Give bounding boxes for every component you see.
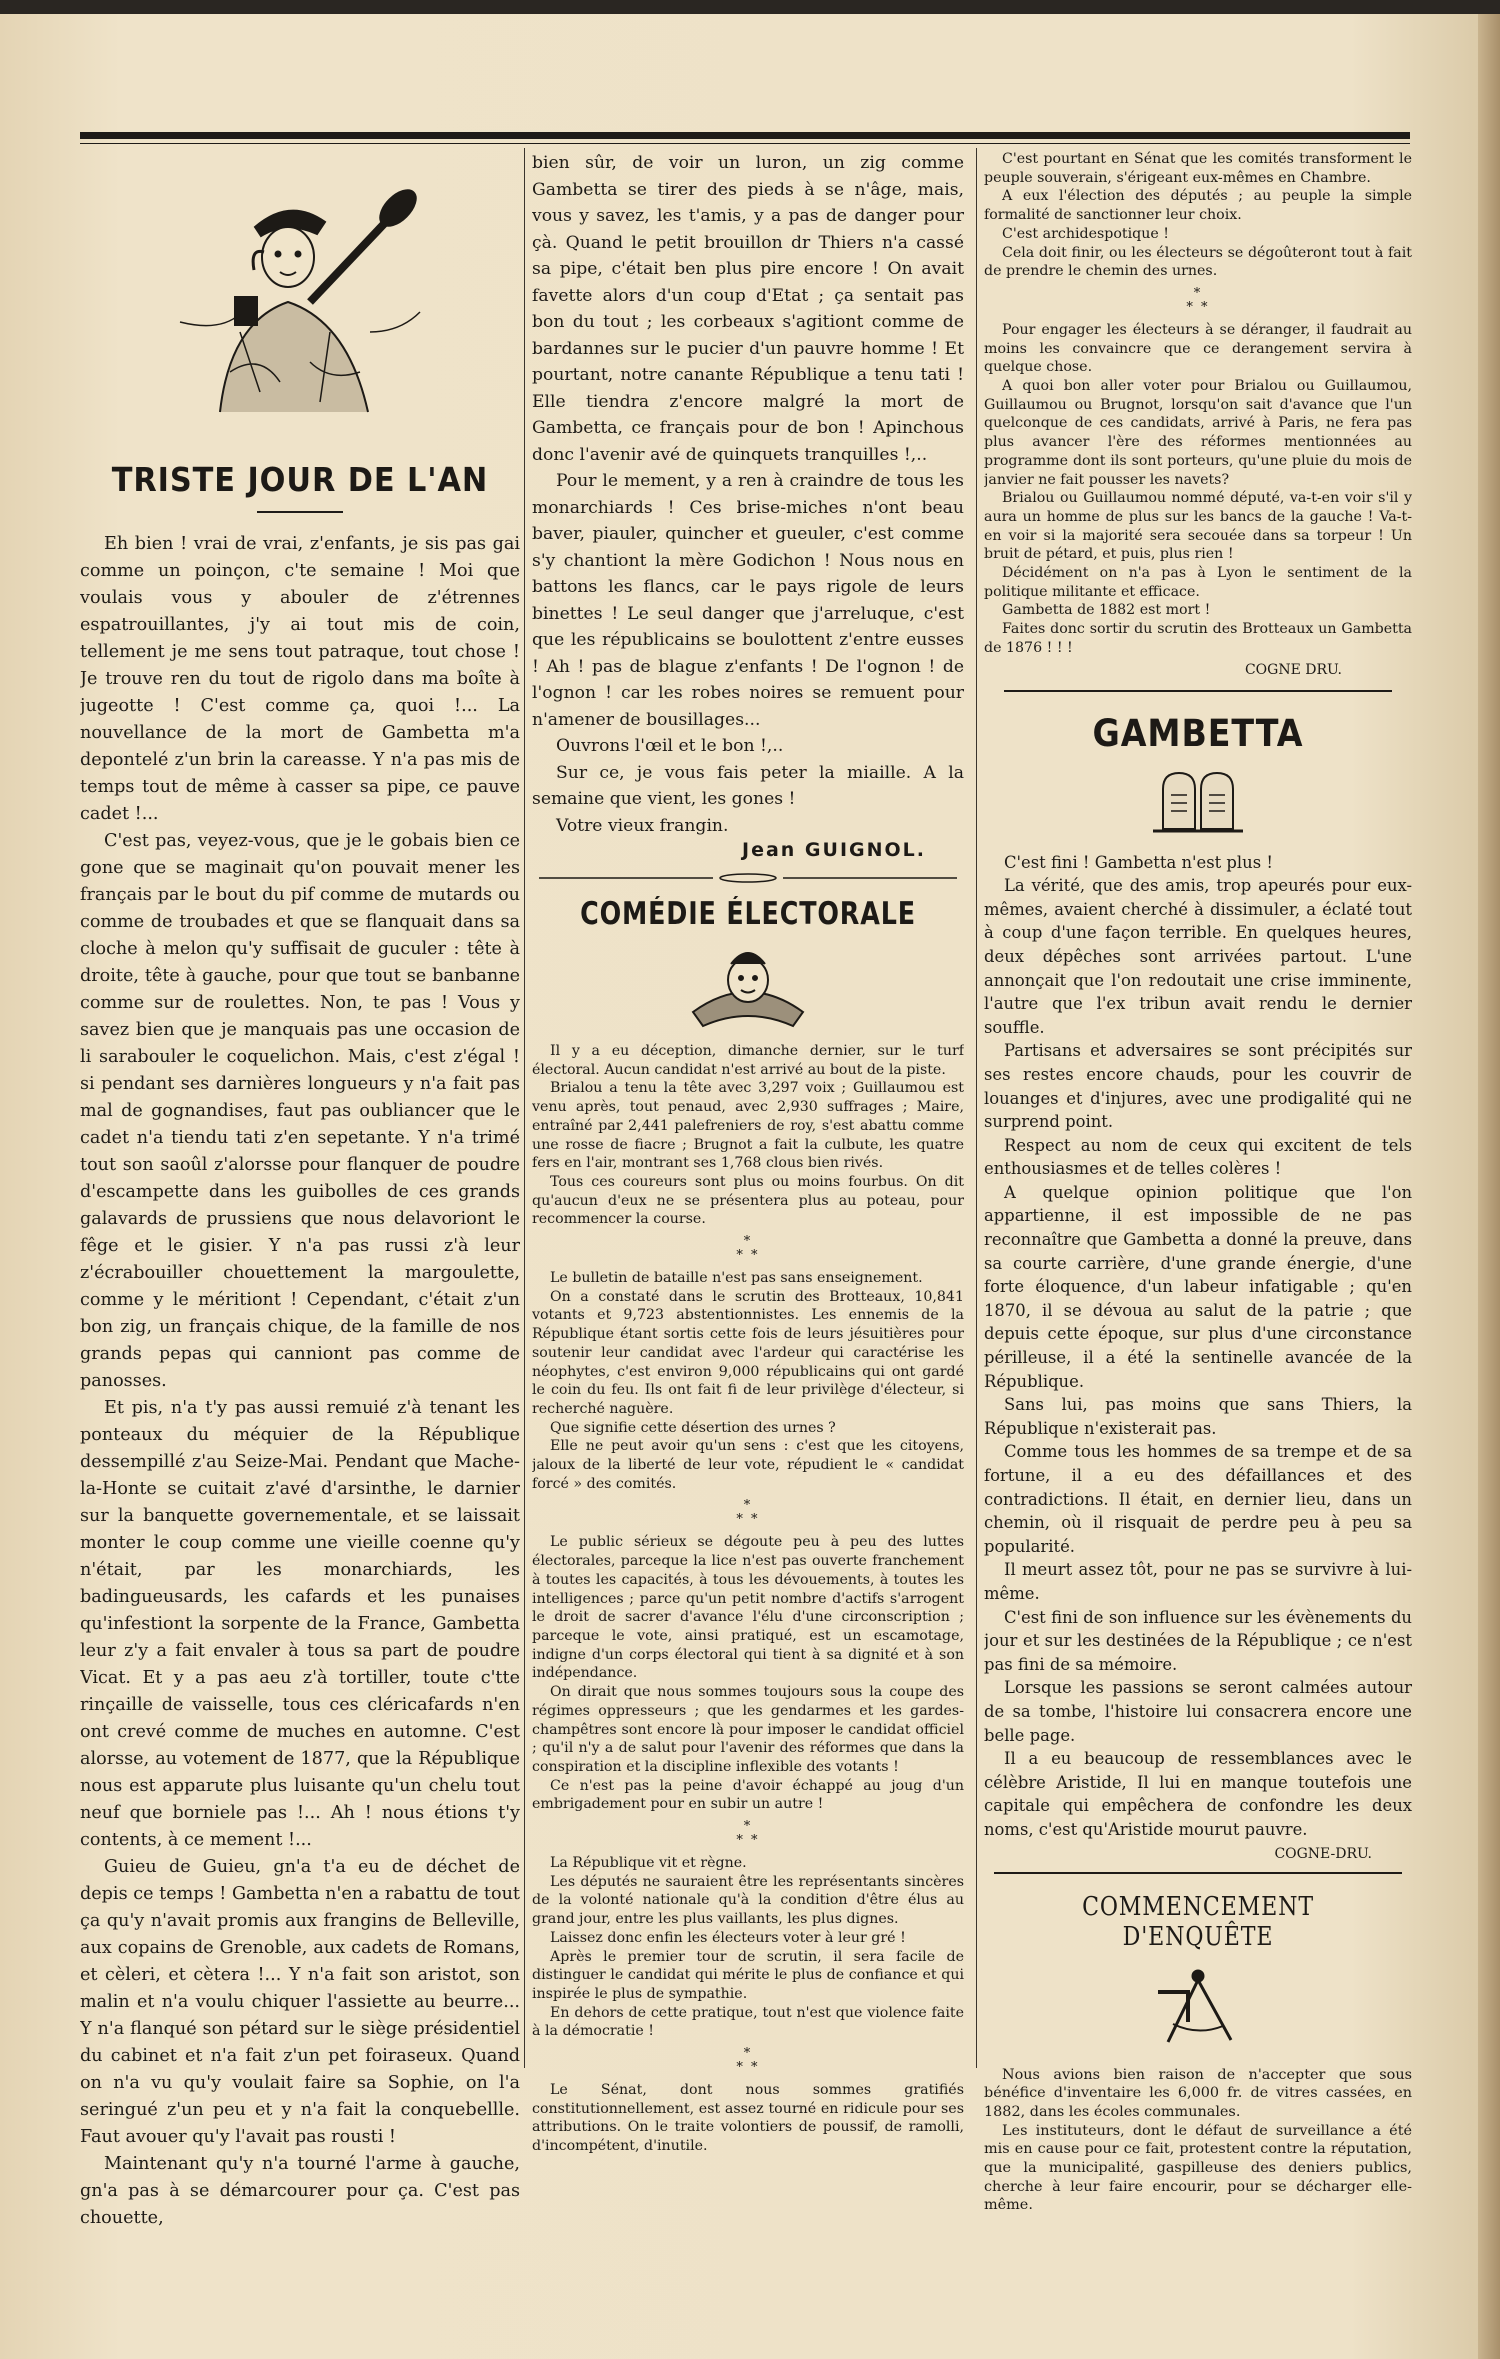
paragraph: Cela doit finir, ou les électeurs se dégoûteront tout à fait de prendre le chemin des urnes. bbox=[984, 244, 1412, 280]
column-3 bbox=[984, 150, 1412, 2290]
guignol-illustration bbox=[80, 172, 520, 442]
signature-cogne-dru-1: COGNE DRU. bbox=[1244, 661, 1342, 678]
paragraph: Décidément on n'a pas à Lyon le sentiment de la politique militante et efficace. bbox=[984, 565, 1412, 600]
signature-cogne-dru-2: COGNE-DRU. bbox=[1274, 1845, 1372, 1862]
paragraph: Le public sérieux se dégoute peu à peu des luttes électorales, parceque la lice n'est pas ouverte franchement à toutes les capacités, à tous les dévouements, à toutes les intelligences ; parce qu'un petit nombre d'actifs s'arrogent le droit de sacrer d'avance l'élu d'une circonscription ; parceque le vote, ainsi pratiqué, est un escamotage, indigne d'un corps électoral qui tient à sa dignité et à son indépendance. bbox=[532, 1534, 964, 1682]
top-thin-rule bbox=[80, 143, 1410, 144]
compass-illustration bbox=[984, 1962, 1412, 2052]
paragraph: C'est archidespotique ! bbox=[1002, 225, 1169, 242]
paragraph: Partisans et adversaires se sont précipités sur ses restes encore chauds, pour les couvrir de louanges et d'injures, avec une prodigalité qui ne surprend point. bbox=[984, 1041, 1412, 1132]
column-1 bbox=[80, 150, 520, 2290]
paragraph: A quelque opinion politique que l'on appartienne, il est impossible de ne pas reconnaître que Gambetta a donné la preuve, dans sa courte carrière, d'une grande énergie, d'une forte éloquence, d'un labeur infatigable ; qu'en 1870, il se dévoua au salut de la patrie ; que depuis cette époque, sur plus d'une circonstance périlleuse, il a été la sentinelle avancée de la République. bbox=[984, 1182, 1412, 1391]
paragraph: Les députés ne sauraient être les représentants sincères de la volonté nationale qu'à la condition d'être élus au grand jour, entre les plus vaillants, les plus dignes. bbox=[532, 1873, 964, 1928]
star-separator: * * * bbox=[1186, 285, 1210, 315]
paragraph: Le Sénat, dont nous sommes gratifiés constitutionnellement, est assez tourné en ridicule pour ses attributions. On le traite volontiers de poussif, de ramolli, d'incompétent, d'inutile. bbox=[532, 2082, 964, 2155]
paragraph: Lorsque les passions se seront calmées autour de sa tombe, l'histoire lui consacrera encore une belle page. bbox=[984, 1678, 1412, 1745]
paragraph: Le bulletin de bataille n'est pas sans enseignement. bbox=[550, 1270, 923, 1287]
column-2 bbox=[532, 150, 964, 2290]
paragraph: Nous avions bien raison de n'accepter que sous bénéfice d'inventaire les 6,000 fr. de vitres cassées, en 1882, dans les écoles communales. bbox=[984, 2066, 1412, 2120]
star-separator: * * * bbox=[736, 2046, 760, 2076]
scan-top-border bbox=[0, 0, 1500, 14]
paragraph: Brialou ou Guillaumou nommé député, va-t-en voir s'il y aura un homme de plus sur les bancs de la gauche ! Va-t-en voir si la majorité sera secouée dans sa torpeur ! Un bruit de pétard, et puis, plus rien ! bbox=[984, 490, 1412, 563]
law-tablets-icon bbox=[1143, 767, 1253, 837]
paragraph: Sur ce, je vous fais peter la miaille. A la semaine que vient, les gones ! bbox=[532, 762, 964, 809]
paragraph: Votre vieux frangin. bbox=[556, 815, 729, 836]
article-body-triste-continued bbox=[532, 150, 964, 839]
ornament-rule-icon bbox=[533, 872, 963, 884]
star-separator: * * * bbox=[736, 1498, 760, 1528]
scan-right-edge bbox=[1478, 14, 1500, 2359]
paragraph: Ouvrons l'œil et le bon !,.. bbox=[556, 736, 784, 756]
paragraph: On a constaté dans le scrutin des Brotteaux, 10,841 votants et 9,723 abstentionnistes. Les ennemis de la République étant sortis cette fois de leurs jésuitières pour soutenir leur candidat avec l'ardeur qui caractérise les néophytes, c'est environ 9,000 républicains qui ont gardé le coin du feu. Ils ont fait fi de leur privilège d'électeur, si recherché naguère. bbox=[532, 1288, 964, 1417]
paragraph: Tous ces coureurs sont plus ou moins fourbus. On dit qu'aucun d'eux ne se présentera plus au poteau, pour recommencer la course. bbox=[532, 1173, 964, 1228]
paragraph: La vérité, que des amis, trop apeurés pour eux-mêmes, avaient cherché à dissimuler, a éclaté tout à coup d'une façon terrible. En quelques heures, deux dépêches sont arrivées partout. L'une annonçait que l'on redoutait une crise imminente, l'autre que l'ex tribun avait rendu le dernier souffle. bbox=[984, 876, 1412, 1037]
article-body-gambetta bbox=[984, 851, 1412, 1842]
paragraph: Les instituteurs, dont le défaut de surveillance a été mis en cause pour ce fait, protestent contre la réputation, que la municipalité, gaspilleuse des deniers publics, cherche à leur faire encourir, pour se décharger elle-même. bbox=[984, 2122, 1412, 2214]
paragraph: Faites donc sortir du scrutin des Brotteaux un Gambetta de 1876 ! ! ! bbox=[984, 621, 1412, 656]
paragraph: Après le premier tour de scrutin, il sera facile de distinguer le candidat qui mérite le plus de confiance et qui inspirée le plus de sympathie. bbox=[532, 1948, 964, 2002]
article-body-comedie-continued bbox=[984, 150, 1412, 658]
paragraph: A quoi bon aller voter pour Brialou ou Guillaumou, Guillaumou ou Brugnot, lorsqu'on sait d'avance que l'un quelconque de ces candidats, arrivé à Paris, ne fera pas plus avancer l'ère des réformes mentionnées au programme dont ils sont porteurs, qu'une pluie du mois de janvier ne fait pousser les navets? bbox=[984, 378, 1412, 488]
article-body-enquete bbox=[984, 2066, 1412, 2216]
star-separator: * * * bbox=[736, 1234, 760, 1264]
paragraph: Il y a eu déception, dimanche dernier, sur le turf électoral. Aucun candidat n'est arrivé au bout de la piste. bbox=[532, 1043, 964, 1078]
article-title-comedie: COMÉDIE ÉLECTORALE bbox=[580, 896, 916, 932]
paragraph: La République vit et règne. bbox=[550, 1855, 747, 1872]
paragraph: Eh bien ! vrai de vrai, z'enfants, je sis pas gai comme un poinçon, c'te semaine ! Moi que voulais vous y abouler de z'étrennes espatrouillantes, j'y ai tout mis de coin, tellement je me sens tout patraque, tout chose ! Je trouve ren du tout de rigolo dans ma boîte à jugeotte ! C'est comme ça, quoi !... La nouvellance de la mort de Gambetta m'a depontelé z'un brin la careasse. Y n'a pas mis de temps tout de même à casser sa pipe, ce pauve cadet !... bbox=[80, 534, 520, 824]
article-title-triste: TRISTE JOUR DE L'AN bbox=[111, 460, 489, 499]
paragraph: Que signifie cette désertion des urnes ? bbox=[550, 1419, 836, 1436]
column-rule-2 bbox=[976, 148, 977, 2068]
top-thick-rule bbox=[80, 132, 1410, 139]
paragraph: Maintenant qu'y n'a tourné l'arme à gauche, gn'a pas à se démarcourer pour ça. C'est pas chouette, bbox=[80, 2154, 520, 2228]
column-rule-1 bbox=[524, 148, 525, 2068]
paragraph: bien sûr, de voir un luron, un zig comme Gambetta se tirer des pieds à se n'âge, mais, vous y savez, les t'amis, y a pas de danger pour çà. Quand le petit brouillon dr Thiers n'a cassé sa pipe, c'était ben plus pire encore ! On avait favette alors d'un coup d'Etat ; ça sentait pas bon du tout ; les corbeaux s'agitiont comme de bardannes sur le pucier d'un pauvre homme ! Et pourtant, notre canante République a tenu tati ! Elle tiendra z'encore malgré la mort de Gambetta, ce français pour de bon ! Apinchous donc l'avenir avé de quinquets tranquilles !,.. bbox=[532, 153, 964, 465]
tablets-illustration bbox=[984, 767, 1412, 837]
compass-square-icon bbox=[1143, 1962, 1253, 2052]
signature-guignol: Jean GUIGNOL. bbox=[742, 839, 926, 861]
clown-illustration bbox=[532, 942, 964, 1032]
paragraph: C'est fini de son influence sur les évènements du jour et sur les destinées de la République ; ce n'est pas fini de sa mémoire. bbox=[984, 1607, 1412, 1674]
paragraph: On dirait que nous sommes toujours sous la coupe des régimes oppresseurs ; que les gendarmes et les gardes-champêtres sont encore là pour imposer le candidat officiel ; qu'il n'y a de salut pour l'avenir des réformes que dans la conspiration et la discipline inflexible des votants ! bbox=[532, 1684, 964, 1775]
title-underline bbox=[257, 511, 343, 513]
paragraph: Laissez donc enfin les électeurs voter à leur gré ! bbox=[550, 1929, 906, 1946]
paragraph: Gambetta de 1882 est mort ! bbox=[1002, 602, 1211, 619]
article-title-enquete: COMMENCEMENT D'ENQUÊTE bbox=[1082, 1891, 1314, 1952]
guignol-figure-icon bbox=[160, 172, 440, 442]
paragraph: Brialou a tenu la tête avec 3,297 voix ; Guillaumou est venu après, tout penaud, avec 2,930 suffrages ; Maire, entraîné par 2,441 palefreniers de roy, s'est abattu comme une rosse de fiacre ; Brugnot a fait la culbute, les quatre fers en l'air, montrant ses 1,768 clous bien rivés. bbox=[532, 1080, 964, 1172]
separator-ornament bbox=[532, 869, 964, 888]
paragraph: Il meurt assez tôt, pour ne pas se survivre à lui-même. bbox=[984, 1560, 1412, 1603]
paragraph: Sans lui, pas moins que sans Thiers, la République n'existerait pas. bbox=[984, 1395, 1412, 1438]
paragraph: C'est fini ! Gambetta n'est plus ! bbox=[1004, 852, 1273, 872]
paragraph: C'est pourtant en Sénat que les comités transforment le peuple souverain, s'érigeant eux-mêmes en Chambre. bbox=[984, 151, 1412, 186]
paragraph: Ce n'est pas la peine d'avoir échappé au joug d'un embrigadement pour en subir un autre ! bbox=[532, 1777, 964, 1813]
star-separator: * * * bbox=[736, 1819, 760, 1849]
paragraph: Comme tous les hommes de sa trempe et de sa fortune, il a eu des défaillances et des contradictions. Il était, en dernier lieu, dans un chemin, où il risquait de perdre peu à peu sa popularité. bbox=[984, 1442, 1412, 1556]
paragraph: Elle ne peut avoir qu'un sens : c'est que les citoyens, jaloux de la liberté de leur vote, répudient le « candidat forcé » des comités. bbox=[532, 1438, 964, 1492]
article-body-triste bbox=[80, 531, 520, 2232]
paragraph: C'est pas, veyez-vous, que je le gobais bien ce gone que se maginait qu'on pouvait mener les français par le bout du pif comme de mutards ou comme de troubades et que se flanquait dans sa cloche à melon qu'y suffisait de guculer : tête à droite, tête à gauche, pour que tout se banbanne comme sur de roulettes. Non, te pas ! Vous y savez bien que je manquais pas une occasion de li sarabouler le coquelichon. Mais, c'est z'égal ! si pendant ses darnières longueurs y n'a fait pas mal de gognandises, faut pas oubliancer que le cadet n'a tiendu tati z'en sepetante. Y n'a trimé tout son saoûl z'alorsse pour flanquer de poudre d'escampette dans les guibolles de ces grands galavards de prussiens que nous delavoriont le fêge et le gisier. Y n'a pas russi z'à leur z'écrabouiller chouettement la margoulette, comme y le méritiont ! Cependant, c'était z'un bon zig, un français chique, de la famille de nos grands pepas qui canniont pas comme de panosses. bbox=[80, 831, 520, 1391]
paragraph: En dehors de cette pratique, tout n'est que violence faite à la démocratie ! bbox=[532, 2004, 964, 2040]
paragraph: Pour le mement, y a ren à craindre de tous les monarchiards ! Ces brise-miches n'ont beau baver, piauler, quincher et gueuler, c'est comme s'y chantiont la mère Godichon ! Nous nous en battons les flancs, car le pays rigole de leurs binettes ! Le seul danger que j'arreluque, c'est que les républicains se boulottent z'entre eusses ! Ah ! pas de blague z'enfants ! De l'ognon ! de l'ognon ! car les robes noires se remuent pour n'amener de bousillages... bbox=[532, 471, 964, 730]
section-divider bbox=[1004, 690, 1392, 692]
paragraph: A eux l'élection des députés ; au peuple la simple formalité de sanctionner leur choix. bbox=[984, 188, 1412, 224]
paragraph: Il a eu beaucoup de ressemblances avec le célèbre Aristide, Il lui en manque toutefois une capitale qui empêchera de confondre les deux noms, c'est qu'Aristide mourut pauvre. bbox=[984, 1749, 1412, 1839]
paragraph: Pour engager les électeurs à se déranger, il faudrait au moins les convaincre que ce derangement servira à quelque chose. bbox=[984, 321, 1412, 376]
paragraph: Guieu de Guieu, gn'a t'a eu de déchet de depis ce temps ! Gambetta n'en a rabattu de tout ça qu'y n'avait promis aux frangins de Belleville, aux copains de Grenoble, aux cadets de Romans, et cèleri, et cètera !... Y n'a fait son aristot, son malin et n'a voulu chiquer l'assiette au beurre... Y n'a flanqué son pétard sur le siège présidentiel du cabinet et n'a fait z'un pet foiraseux. Quand on n'a vu qu'y voulait faire sa Sophie, on l'a seringué z'un peu et y n'a fait la conquebellle. Faut avouer qu'y l'avait pas rousti ! bbox=[80, 1857, 520, 2147]
paragraph: Respect au nom de ceux qui excitent de tels enthousiasmes et de telles colères ! bbox=[984, 1135, 1412, 1179]
clown-head-icon bbox=[673, 942, 823, 1032]
section-divider bbox=[994, 1872, 1402, 1874]
article-body-comedie bbox=[532, 1042, 964, 2156]
article-title-gambetta: GAMBETTA bbox=[1092, 711, 1304, 755]
paragraph: Et pis, n'a t'y pas aussi remuié z'à tenant les ponteaux du méquier de la République dessempillé z'au Seize-Mai. Pendant que Mache-la-Honte se cuitait z'avé d'arsinthe, le darnier sur la banquette governementale, et se laissait monter le coup comme une vieille coenne qu'y n'était, par les monarchiards, les badingueusards, les cafards et les punaises qu'infestiont la sorpente de la France, Gambetta leur z'y a fait envaler à tous sa part de poudre Vicat. Et y a pas aeu z'à tortiller, toute c'tte rinçaille de vaisselle, tous ces cléricafards n'en ont crevé comme de muches en automne. C'est alorsse, au votement de 1877, que la République nous est apparute plus luisante qu'un chelu tout neuf que borniele pas !... Ah ! nous étions t'y contents, à ce mement !... bbox=[80, 1398, 520, 1850]
